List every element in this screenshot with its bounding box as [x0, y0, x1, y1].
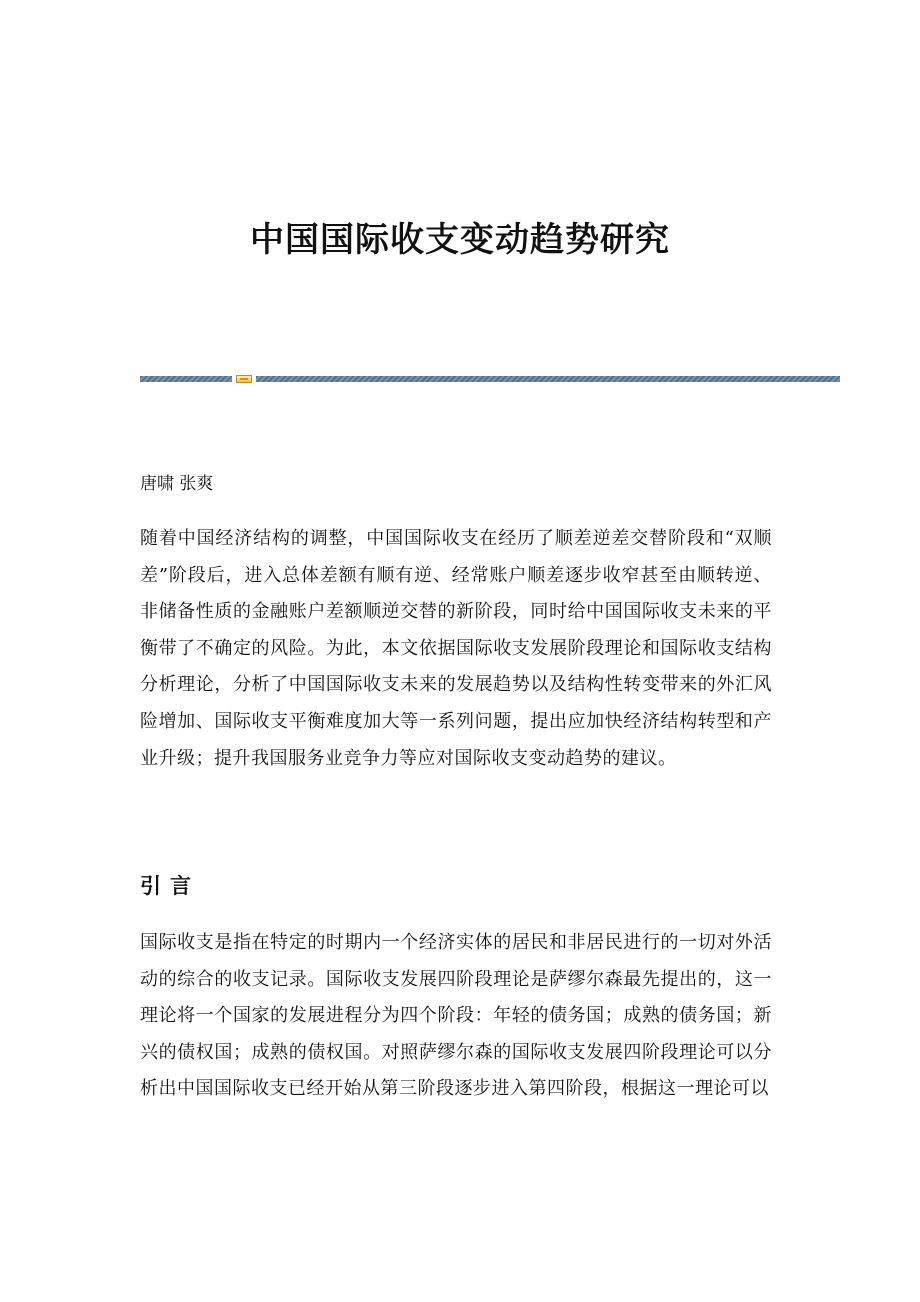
introduction-paragraph: 国际收支是指在特定的时期内一个经济实体的居民和非居民进行的一切对外活动的综合的收支记录。国际收支发展四阶段理论是萨缪尔森最先提出的，这一理论将一个国家的发展进程分为四个阶段：年轻的债务国；成熟的债务国；新兴的债权国；成熟的债权国。对照萨缪尔森的国际收支发展四阶段理论可以分析出中国国际收支已经开始从第三阶段逐步进入第四阶段，根据这一理论可以: [140, 932, 772, 1100]
decorative-divider: [140, 375, 840, 383]
divider-bar-left: [140, 376, 232, 382]
divider-bar-right: [256, 376, 840, 382]
document-title: 中国国际收支变动趋势研究: [250, 220, 670, 260]
abstract-paragraph: 随着中国经济结构的调整，中国国际收支在经历了顺差逆差交替阶段和“双顺差”阶段后，进入总体差额有顺有逆、经常账户顺差逐步收窄甚至由顺转逆、非储备性质的金融账户差额顺逆交替的新阶段，同时给中国国际收支未来的平衡带了不确定的风险。为此，本文依据国际收支发展阶段理论和国际收支结构分析理论，分析了中国国际收支未来的发展趋势以及结构性转变带来的外汇风险增加、国际收支平衡难度加大等一系列问题，提出应加快经济结构转型和产业升级；提升我国服务业竞争力等应对国际收支变动趋势的建议。: [140, 528, 772, 769]
author-names: 唐啸 张爽: [140, 474, 214, 494]
divider-emblem-icon: [236, 375, 252, 383]
section-heading-introduction: 引言: [140, 873, 200, 898]
